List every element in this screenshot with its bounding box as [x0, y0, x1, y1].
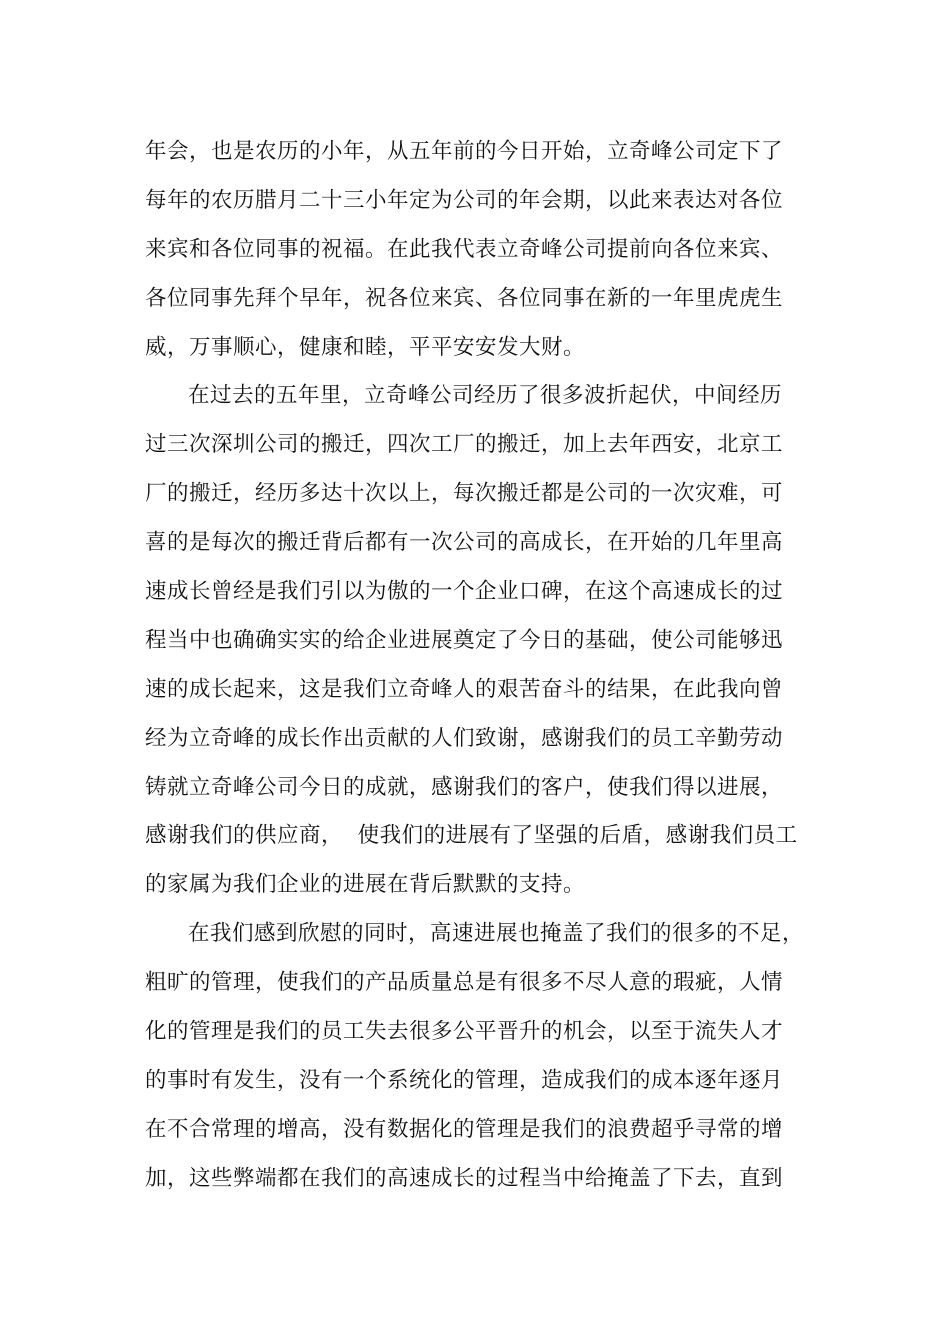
text-line: 速成长曾经是我们引以为傲的一个企业口碑，在这个高速成长的过 [145, 579, 784, 605]
body-text [145, 128, 835, 1204]
text-line: 在不合常理的增高，没有数据化的管理是我们的浪费超乎寻常的增 [145, 1116, 784, 1142]
text-line: 加，这些弊端都在我们的高速成长的过程当中给掩盖了下去，直到 [145, 1165, 784, 1191]
text-line: 铸就立奇峰公司今日的成就，感谢我们的客户，使我们得以进展， [145, 774, 784, 800]
text-line: 每年的农历腊月二十三小年定为公司的年会期，以此来表达对各位 [145, 187, 784, 213]
text-line: 过三次深圳公司的搬迁，四次工厂的搬迁，加上去年西安，北京工 [145, 432, 784, 458]
text-line: 威，万事顺心，健康和睦，平平安安发大财。 [145, 334, 586, 360]
text-line: 化的管理是我们的员工失去很多公平晋升的机会，以至于流失人才 [145, 1019, 784, 1045]
text-line: 年会，也是农历的小年，从五年前的今日开始，立奇峰公司定下了 [145, 139, 784, 164]
text-line: 厂的搬迁，经历多达十次以上，每次搬迁都是公司的一次灾难，可 [145, 481, 784, 507]
paragraph-start-line: 在过去的五年里，立奇峰公司经历了很多波折起伏，中间经历 [188, 383, 783, 409]
paragraph-start-line: 在我们感到欣慰的同时，高速进展也掩盖了我们的很多的不足， [188, 921, 805, 947]
text-line: 速的成长起来，这是我们立奇峰人的艰苦奋斗的结果，在此我向曾 [145, 676, 784, 702]
text-line: 经为立奇峰的成长作出贡献的人们致谢，感谢我们的员工辛勤劳动 [145, 725, 784, 751]
text-line: 的事时有发生，没有一个系统化的管理，造成我们的成本逐年逐月 [145, 1067, 784, 1093]
text-line: 粗旷的管理，使我们的产品质量总是有很多不尽人意的瑕疵，人情 [145, 970, 784, 996]
text-line: 各位同事先拜个早年，祝各位来宾、各位同事在新的一年里虎虎生 [145, 285, 784, 311]
text-line: 感谢我们的供应商， 使我们的进展有了坚强的后盾，感谢我们员工 [145, 823, 798, 849]
text-line: 喜的是每次的搬迁背后都有一次公司的高成长，在开始的几年里高 [145, 530, 784, 556]
text-line: 来宾和各位同事的祝福。在此我代表立奇峰公司提前向各位来宾、 [145, 236, 784, 262]
text-line: 程当中也确确实实的给企业进展奠定了今日的基础，使公司能够迅 [145, 627, 784, 653]
text-line: 的家属为我们企业的进展在背后默默的支持。 [145, 872, 586, 898]
